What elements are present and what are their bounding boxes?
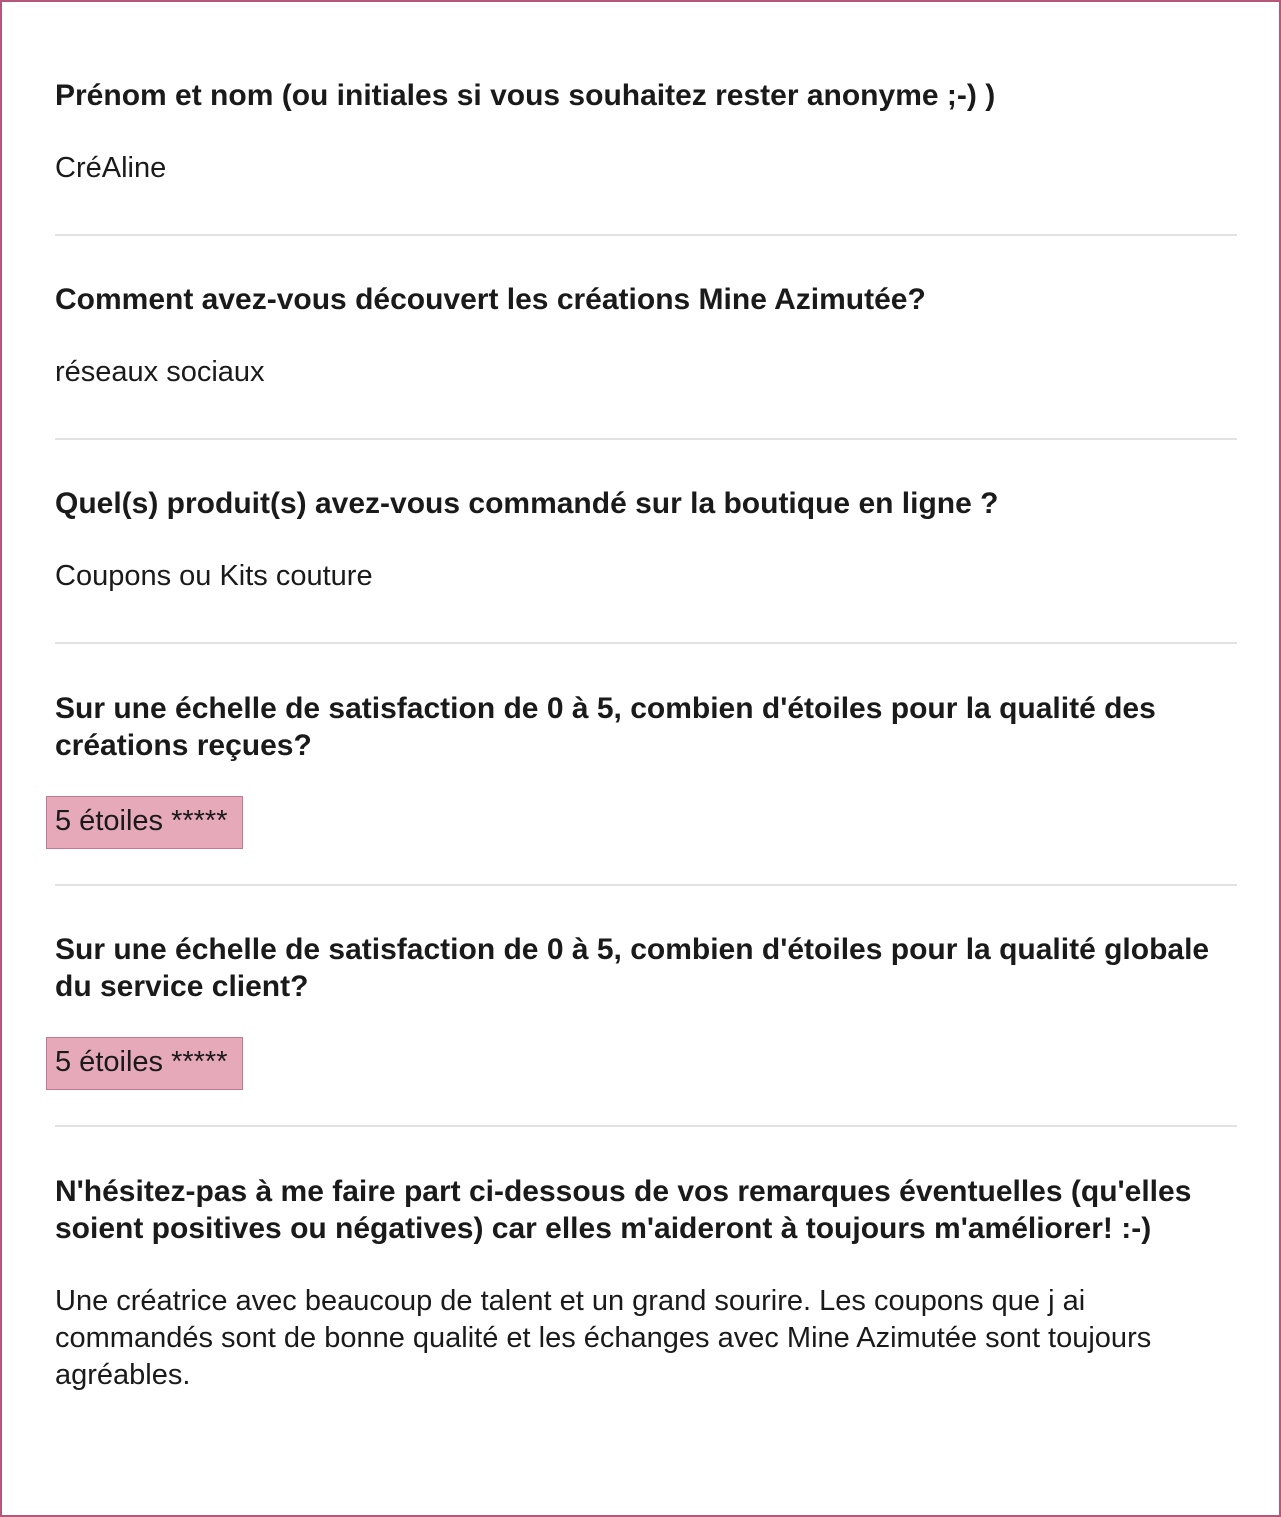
question-quality-rating: Sur une échelle de satisfaction de 0 à 5, combien d'étoiles pour la qualité des créations reçues? (55, 692, 1156, 762)
answer-discovery: réseaux sociaux (55, 356, 265, 388)
response-comments (55, 1173, 1237, 1394)
divider (55, 438, 1237, 440)
response-name (55, 77, 1237, 187)
question-name: Prénom et nom (ou initiales si vous souhaitez rester anonyme ;-) ) (55, 79, 996, 112)
question-service-rating: Sur une échelle de satisfaction de 0 à 5, combien d'étoiles pour la qualité globale du service client? (55, 933, 1210, 1003)
response-quality-rating (55, 690, 1237, 849)
answer-products: Coupons ou Kits couture (55, 560, 373, 592)
divider (55, 234, 1237, 236)
answer-name: CréAline (55, 152, 167, 184)
question-comments: N'hésitez-pas à me faire part ci-dessous de vos remarques éventuelles (qu'elles soient positives ou négatives) car elles m'aideront à toujours m'améliorer! :-) (55, 1175, 1192, 1245)
divider (55, 884, 1237, 886)
divider (55, 1125, 1237, 1127)
response-discovery (55, 281, 1237, 391)
answer-comments: Une créatrice avec beaucoup de talent et un grand sourire. Les coupons que j ai commandés sont de bonne qualité et les échanges avec Mine Azimutée sont toujours agréables. (55, 1285, 1152, 1391)
response-service-rating (55, 931, 1237, 1090)
question-products: Quel(s) produit(s) avez-vous commandé sur la boutique en ligne ? (55, 487, 999, 520)
answer-service-rating: 5 étoiles ***** (46, 1037, 243, 1090)
answer-quality-rating-wrapper (55, 796, 1237, 849)
response-products (55, 485, 1237, 595)
answer-quality-rating: 5 étoiles ***** (46, 796, 243, 849)
divider (55, 642, 1237, 644)
answer-service-rating-wrapper (55, 1037, 1237, 1090)
question-discovery: Comment avez-vous découvert les créations Mine Azimutée? (55, 283, 926, 316)
